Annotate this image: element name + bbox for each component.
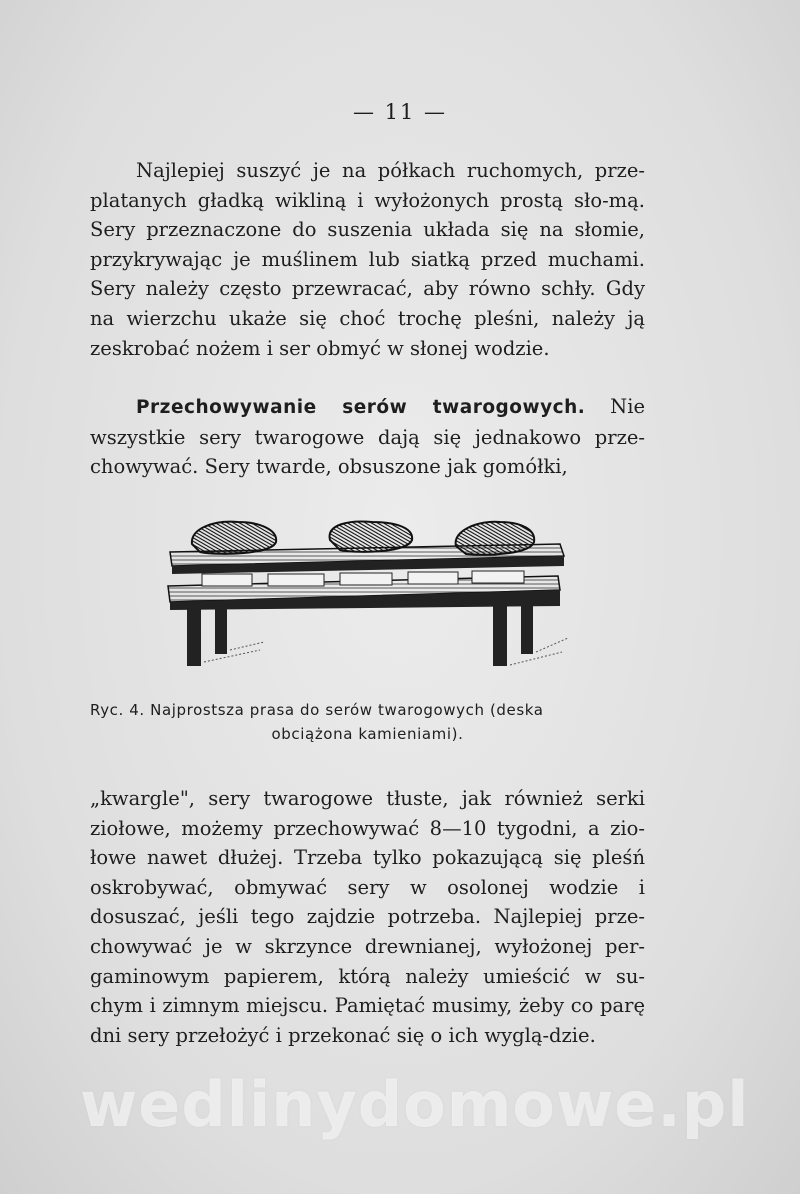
bench-legs: [187, 606, 568, 666]
paragraph-continued: „kwargle", sery twarogowe tłuste, jak również serki ziołowe, możemy przechowywać 8—10 tygodni, a zio-łowe nawet dłużej. Trzeba tylko pokazującą się pleśń oskrobywać, obmywać sery w osolonej wodzie i dosuszać, jeśli tego zajdzie potrzeba. Najlepiej prze-chowywać je w skrzynce drewnianej, wyłożonej per-gaminowym papierem, którą należy umieścić w su-chym i zimnym miejscu. Pamiętać musimy, żeby co parę dni sery przełożyć i przekonać się o ich wyglą-dzie.: [90, 787, 645, 1047]
paragraph-storage-text: Nie wszystkie sery twarogowe dają się jednakowo prze-chowywać. Sery twarde, obsuszone jak gomółki,: [90, 395, 645, 479]
paragraph-drying: Najlepiej suszyć je na półkach ruchomych, prze-platanych gładką wikliną i wyłożonych prostą sło-mą. Sery przeznaczone do suszenia układa się na słomie, przykrywając je muślinem lub siatką przed muchami. Sery należy często przewracać, aby równo schły. Gdy na wierzchu ukaże się choć trochę pleśni, należy ją zeskrobać nożem i ser obmyć w słonej wodzie.: [90, 159, 645, 360]
page-number: — 11 —: [352, 100, 448, 124]
paragraph-storage: [90, 392, 645, 482]
watermark: wedlinydomowe.pl: [80, 1068, 750, 1141]
section-heading: Przechowywanie serów twarogowych.: [136, 397, 586, 418]
figure-caption-line1: Ryc. 4. Najprostsza prasa do serów twarogowych (deska: [90, 701, 544, 719]
stones: [192, 522, 534, 555]
cheese-press-illustration: [160, 510, 580, 680]
figure-caption-line2: obciążona kamieniami).: [271, 725, 464, 743]
figure-caption: [90, 698, 645, 746]
